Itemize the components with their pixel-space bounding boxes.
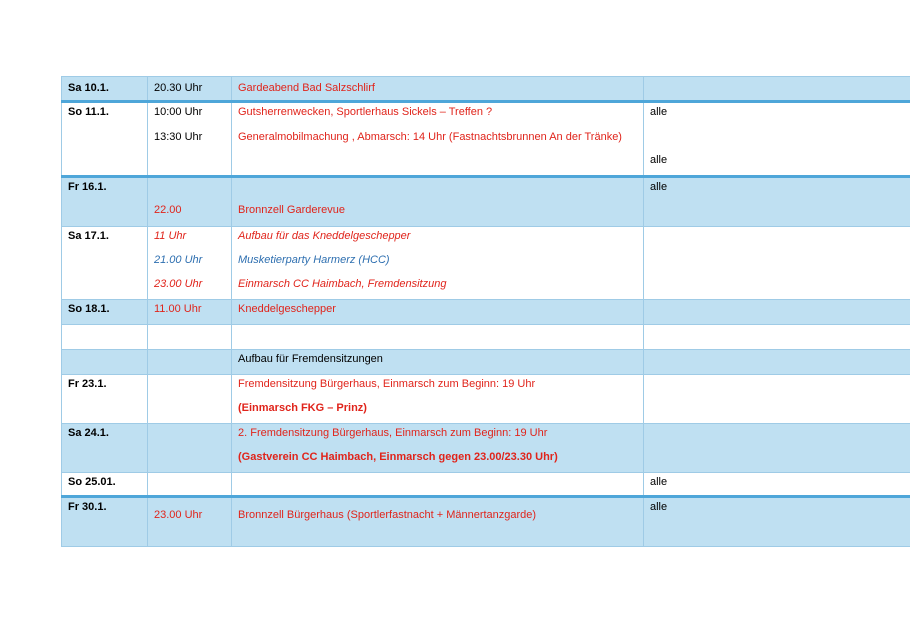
event-cell (232, 227, 644, 300)
table-row (62, 177, 910, 227)
day-label: So 18.1. (68, 303, 110, 315)
time-label: 20.30 Uhr (154, 82, 203, 94)
event-cell (232, 102, 644, 177)
event-cell (232, 77, 644, 102)
participants-cell (644, 102, 910, 177)
day-label: Sa 10.1. (68, 82, 109, 94)
participants-cell (644, 177, 910, 227)
participants-cell (644, 350, 910, 375)
event-label: Generalmobilmachung , Abmarsch: 14 Uhr (Fastnachtsbrunnen An der Tränke) (238, 131, 622, 143)
table-row (62, 77, 910, 102)
day-cell (62, 102, 148, 177)
day-cell (62, 497, 148, 547)
participants-label: alle (650, 106, 668, 118)
participants-cell (644, 325, 910, 350)
day-cell (62, 375, 148, 424)
event-label: Gutsherrenwecken, Sportlerhaus Sickels – Treffen ? (238, 106, 493, 118)
event-cell (232, 325, 644, 350)
time-label: 23.00 Uhr (154, 278, 203, 290)
event-cell (232, 473, 644, 497)
table-row (62, 375, 910, 424)
time-cell (148, 177, 232, 227)
event-label: Fremdensitzung Bürgerhaus, Einmarsch zum Beginn: 19 Uhr (238, 378, 536, 390)
table-row (62, 350, 910, 375)
event-label: Kneddelgeschepper (238, 303, 336, 315)
event-label: (Gastverein CC Haimbach, Einmarsch gegen 23.00/23.30 Uhr) (238, 451, 558, 463)
participants-cell (644, 473, 910, 497)
event-label: Einmarsch CC Haimbach, Fremdensitzung (238, 278, 447, 290)
time-label: 13:30 Uhr (154, 131, 203, 143)
time-label: 21.00 Uhr (154, 254, 203, 266)
day-cell (62, 300, 148, 325)
table-row (62, 424, 910, 473)
day-label: Fr 16.1. (68, 181, 107, 193)
participants-label: alle (650, 154, 668, 166)
time-cell (148, 424, 232, 473)
table-row (62, 497, 910, 547)
time-cell (148, 227, 232, 300)
time-cell (148, 102, 232, 177)
table-row (62, 473, 910, 497)
time-label: 11.00 Uhr (154, 303, 202, 315)
event-cell (232, 424, 644, 473)
table-row (62, 300, 910, 325)
time-cell (148, 300, 232, 325)
day-cell (62, 227, 148, 300)
day-cell (62, 77, 148, 102)
event-cell (232, 375, 644, 424)
participants-label: alle (650, 181, 668, 193)
event-label: Bronnzell Bürgerhaus (Sportlerfastnacht + Männertanzgarde) (238, 509, 537, 521)
day-label: So 11.1. (68, 106, 109, 118)
participants-cell (644, 227, 910, 300)
event-label: Bronnzell Garderevue (238, 204, 346, 216)
time-cell (148, 350, 232, 375)
event-cell (232, 300, 644, 325)
participants-label: alle (650, 501, 668, 513)
participants-cell (644, 424, 910, 473)
day-cell (62, 473, 148, 497)
day-cell (62, 350, 148, 375)
event-cell (232, 350, 644, 375)
time-cell (148, 473, 232, 497)
day-label: Fr 23.1. (68, 378, 107, 390)
time-label: 23.00 Uhr (154, 509, 203, 521)
day-label: Sa 24.1. (68, 427, 109, 439)
event-label: Gardeabend Bad Salzschlirf (238, 82, 375, 94)
table-row (62, 102, 910, 177)
time-label: 22.00 (154, 204, 182, 216)
time-label: 11 Uhr (154, 230, 187, 242)
day-label: Sa 17.1. (68, 230, 109, 242)
participants-cell (644, 497, 910, 547)
event-cell (232, 177, 644, 227)
table-row (62, 227, 910, 300)
event-label: Aufbau für Fremdensitzungen (238, 353, 383, 365)
day-cell (62, 177, 148, 227)
day-label: So 25.01. (68, 476, 116, 488)
time-cell (148, 325, 232, 350)
day-cell (62, 325, 148, 350)
event-cell (232, 497, 644, 547)
time-cell (148, 375, 232, 424)
time-cell (148, 77, 232, 102)
schedule-table (61, 76, 910, 547)
time-label: 10:00 Uhr (154, 106, 203, 118)
day-cell (62, 424, 148, 473)
table-row (62, 325, 910, 350)
time-cell (148, 497, 232, 547)
participants-label: alle (650, 476, 668, 488)
event-label: (Einmarsch FKG – Prinz) (238, 402, 367, 414)
event-label: 2. Fremdensitzung Bürgerhaus, Einmarsch zum Beginn: 19 Uhr (238, 427, 548, 439)
participants-cell (644, 375, 910, 424)
day-label: Fr 30.1. (68, 501, 107, 513)
event-label: Aufbau für das Kneddelgeschepper (238, 230, 411, 242)
participants-cell (644, 77, 910, 102)
participants-cell (644, 300, 910, 325)
event-label: Musketierparty Harmerz (HCC) (238, 254, 390, 266)
